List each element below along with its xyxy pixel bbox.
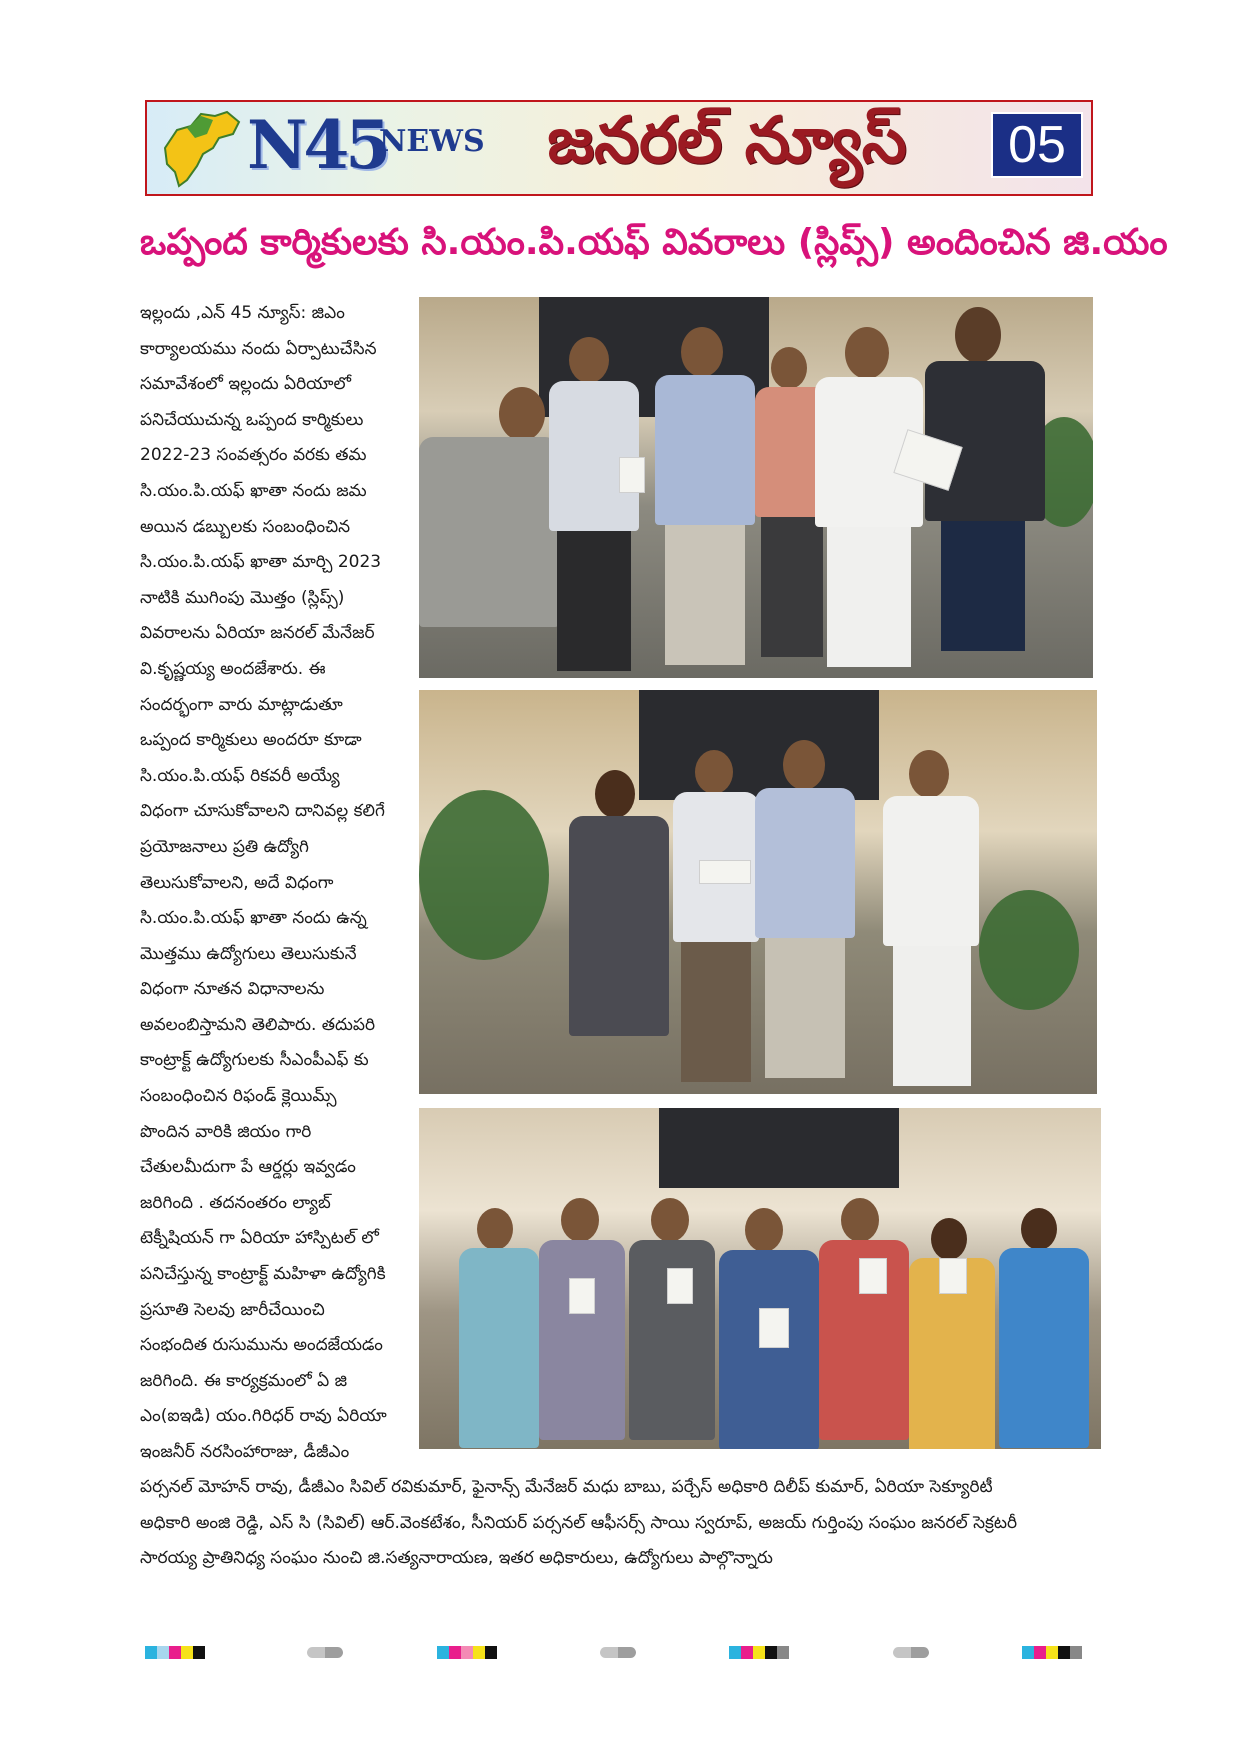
article-line: ఎం(ఐఇడి) యం.గిరిధర్ రావు ఏరియా xyxy=(140,1406,387,1427)
article-line: వివరాలను ఏరియా జనరల్ మేనేజర్ xyxy=(140,623,375,644)
article-line: టెక్నీషియన్ గా ఏరియా హాస్పిటల్ లో xyxy=(140,1228,379,1249)
article-line: ప్రసూతి సెలవు జారీచేయించి xyxy=(140,1299,325,1320)
article-line: వి.కృష్ణయ్య అందజేశారు. ఈ xyxy=(140,658,326,679)
article-line: సమావేశంలో ఇల్లందు ఏరియాలో xyxy=(140,374,351,395)
logo-news: NEWS xyxy=(379,124,485,159)
registration-mark-3 xyxy=(729,1646,789,1659)
article-body-full-width xyxy=(140,1470,1100,1577)
article-line: ఒప్పంద కార్మికులు అందరూ కూడా xyxy=(140,730,362,751)
registration-pill-1 xyxy=(307,1647,343,1658)
article-line: 2022-23 సంవత్సరం వరకు తమ xyxy=(140,445,367,466)
article-body-column xyxy=(140,296,410,1471)
article-line: పొందిన వారికి జియం గారి xyxy=(140,1121,312,1142)
article-headline: ఒప్పంద కార్మికులకు సి.యం.పి.యఫ్ వివరాలు (స్లిప్స్) అందించిన జి.యం xyxy=(140,222,1168,263)
registration-pill-2 xyxy=(600,1647,636,1658)
article-line: అవలంబిస్తామని తెలిపారు. తదుపరి xyxy=(140,1014,376,1035)
article-line: చేతులమీదుగా పే ఆర్డర్లు ఇవ్వడం xyxy=(140,1157,356,1178)
article-line: సందర్భంగా వారు మాట్లాడుతూ xyxy=(140,694,343,715)
article-line: సి.యం.పి.యఫ్ రికవరీ అయ్యే xyxy=(140,765,340,786)
registration-mark-2 xyxy=(437,1646,497,1659)
paper-name: జనరల్ న్యూస్ xyxy=(547,104,907,178)
article-line: పనిచేయుచున్న ఒప్పంద కార్మికులు xyxy=(140,409,364,430)
article-line: ప్రయోజనాలు ప్రతి ఉద్యోగి xyxy=(140,836,309,857)
page-number: 05 xyxy=(991,112,1083,178)
article-line: అయిన డబ్బులకు సంబంధించిన xyxy=(140,516,351,537)
article-line: కార్యాలయము నందు ఏర్పాటుచేసిన xyxy=(140,338,377,359)
registration-pill-3 xyxy=(893,1647,929,1658)
registration-mark-4 xyxy=(1022,1646,1082,1659)
article-line: కాంట్రాక్ట్ ఉద్యోగులకు సీఎంపీఎఫ్ కు xyxy=(140,1050,369,1071)
article-line: సి.యం.పి.యఫ్ ఖాతా మార్చి 2023 xyxy=(140,552,382,573)
article-line: పర్సనల్ మోహన్ రావు, డీజీఎం సివిల్ రవికుమార్, ఫైనాన్స్ మేనేజర్ మధు బాబు, పర్చేస్ అధికారి దిలీప్ కుమార్, ఏరియా సెక్యూరిటీ xyxy=(140,1477,993,1497)
photo-gm-handing-slips xyxy=(419,297,1093,678)
article-line: ఇల్లందు ,ఎన్ 45 న్యూస్: జిఎం xyxy=(140,303,345,323)
logo-n45: N45 xyxy=(247,106,388,184)
article-line: విధంగా నూతన విధానాలను xyxy=(140,979,325,1000)
state-map-icon xyxy=(157,108,247,190)
article-line: సారయ్య ప్రాతినిధ్య సంఘం నుంచి జి.సత్యనారాయణ, ఇతర అధికారులు, ఉద్యోగులు పాల్గొన్నారు xyxy=(140,1548,773,1569)
article-line: ఇంజనీర్ నరసింహారాజు, డీజీఎం xyxy=(140,1442,350,1462)
photo-group-with-slips xyxy=(419,1108,1101,1449)
photo-gm-with-woman-employee xyxy=(419,690,1097,1094)
article-line: తెలుసుకోవాలని, అదే విధంగా xyxy=(140,872,334,893)
article-line: జరిగింది. ఈ కార్యక్రమంలో ఏ జి xyxy=(140,1370,348,1391)
article-line: మొత్తము ఉద్యోగులు తెలుసుకునే xyxy=(140,943,357,964)
article-line: పనిచేస్తున్న కాంట్రాక్ట్ మహిళా ఉద్యోగికి xyxy=(140,1264,386,1285)
article-line: సంభందిత రుసుమును అందజేయడం xyxy=(140,1335,383,1356)
article-line: నాటికి ముగింపు మొత్తం (స్లిప్స్) xyxy=(140,587,345,608)
masthead xyxy=(145,100,1093,196)
article-line: విధంగా చూసుకోవాలని దానివల్ల కలిగే xyxy=(140,801,385,822)
article-line: సి.యం.పి.యఫ్ ఖాతా నందు ఉన్న xyxy=(140,908,367,929)
article-line: సంబంధించిన రిఫండ్ క్లెయిమ్స్ xyxy=(140,1086,337,1107)
article-line: జరిగింది . తదనంతరం ల్యాబ్ xyxy=(140,1192,331,1213)
article-line: సి.యం.పి.యఫ్ ఖాతా నందు జమ xyxy=(140,480,367,501)
article-line: అధికారి అంజి రెడ్డి, ఎస్ సి (సివిల్) ఆర్.వెంకటేశం, సీనియర్ పర్సనల్ ఆఫీసర్స్ సాయి స్వరూప్, అజయ్ గుర్తింపు సంఘం జనరల్ సెక్రటరీ xyxy=(140,1512,1018,1533)
registration-mark-1 xyxy=(145,1646,205,1659)
